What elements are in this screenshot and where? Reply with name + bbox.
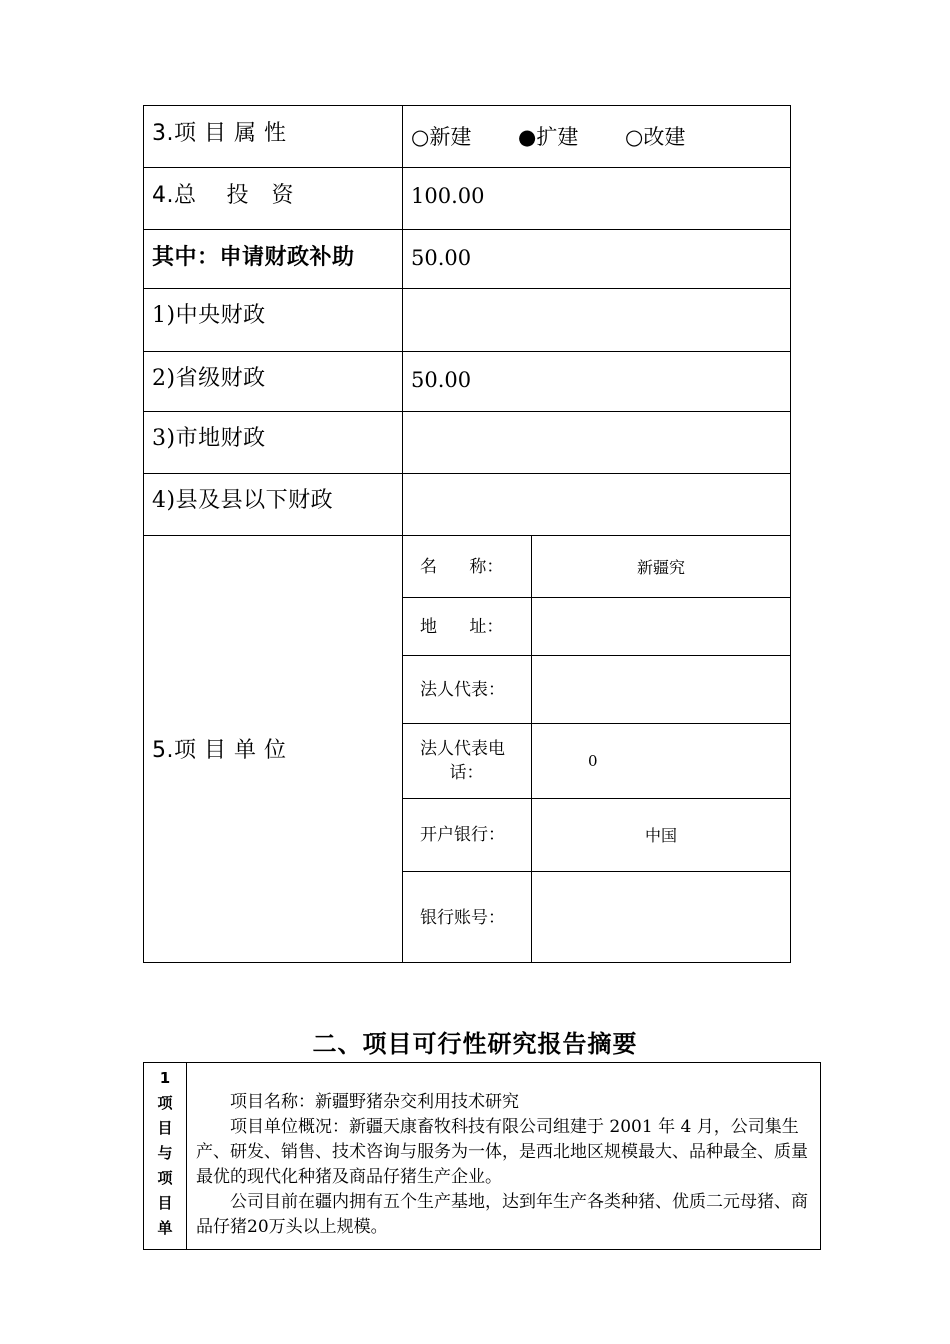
radio-expand[interactable]: ●扩建 [518,125,579,149]
subcolumn-divider [531,535,532,963]
provincial-finance-label: 2)省级财政 [152,366,266,391]
legal-rep-phone-label-cont: 话： [449,763,484,783]
project-name-paragraph: 项目名称：新疆野猪杂交利用技术研究 [230,1092,519,1112]
summary-side-label: 1 项 目 与 项 目 单 [157,1069,173,1237]
subsidy-value: 50.00 [411,246,472,270]
column-divider [402,105,403,963]
radio-rebuild[interactable]: ○改建 [625,125,686,149]
unit-overview-paragraph: 项目单位概况：新疆天康畜牧科技有限公司组建于 2001 年 4 月，公司集生产、研发、销售、技术咨询与服务为一体，是西北地区规模最大、品种最全、质量最优的现代化种猪及商品仔猪生产企业。 [196,1117,808,1187]
row-divider [143,411,791,412]
bank-label: 开户银行： [420,825,505,845]
row-divider [143,351,791,352]
subrow-divider [402,798,791,799]
radio-empty-icon: ○ [411,125,430,149]
summary-text [196,1090,812,1240]
total-investment-value: 100.00 [411,184,485,208]
subrow-divider [402,871,791,872]
account-label: 银行账号： [420,908,505,928]
row-divider [143,167,791,168]
unit-name-value: 新疆究 [636,558,685,577]
subrow-divider [402,723,791,724]
row-divider [143,229,791,230]
summary-column-divider [186,1062,187,1250]
row-divider [143,288,791,289]
project-unit-label: 5.项 目 单 位 [152,738,287,763]
attribute-radio-group [411,127,725,148]
subrow-divider [402,655,791,656]
legal-rep-label: 法人代表： [420,680,505,700]
central-finance-label: 1)中央财政 [152,303,266,328]
subrow-divider [402,597,791,598]
subsidy-label: 其中：申请财政补助 [152,245,355,270]
row-divider [143,473,791,474]
unit-name-label: 名 称： [420,557,504,577]
provincial-finance-value: 50.00 [411,368,472,392]
legal-rep-phone-value: 0 [588,752,598,770]
county-finance-label: 4)县及县以下财政 [152,488,334,513]
municipal-finance-label: 3)市地财政 [152,426,266,451]
attribute-label: 3.项 目 属 性 [152,121,287,146]
row-divider [143,535,791,536]
radio-new[interactable]: ○新建 [411,125,472,149]
total-investment-label: 4.总 投 资 [152,183,294,208]
unit-address-label: 地 址： [420,617,504,637]
section-title: 二、项目可行性研究报告摘要 [312,1030,638,1058]
radio-filled-icon: ● [518,125,537,149]
production-paragraph: 公司目前在疆内拥有五个生产基地，达到年生产各类种猪、优质二元母猪、商品仔猪20万头以上规模。 [196,1192,808,1237]
legal-rep-phone-label: 法人代表电 [420,739,505,759]
bank-value: 中国 [644,826,677,845]
radio-empty-icon: ○ [625,125,644,149]
